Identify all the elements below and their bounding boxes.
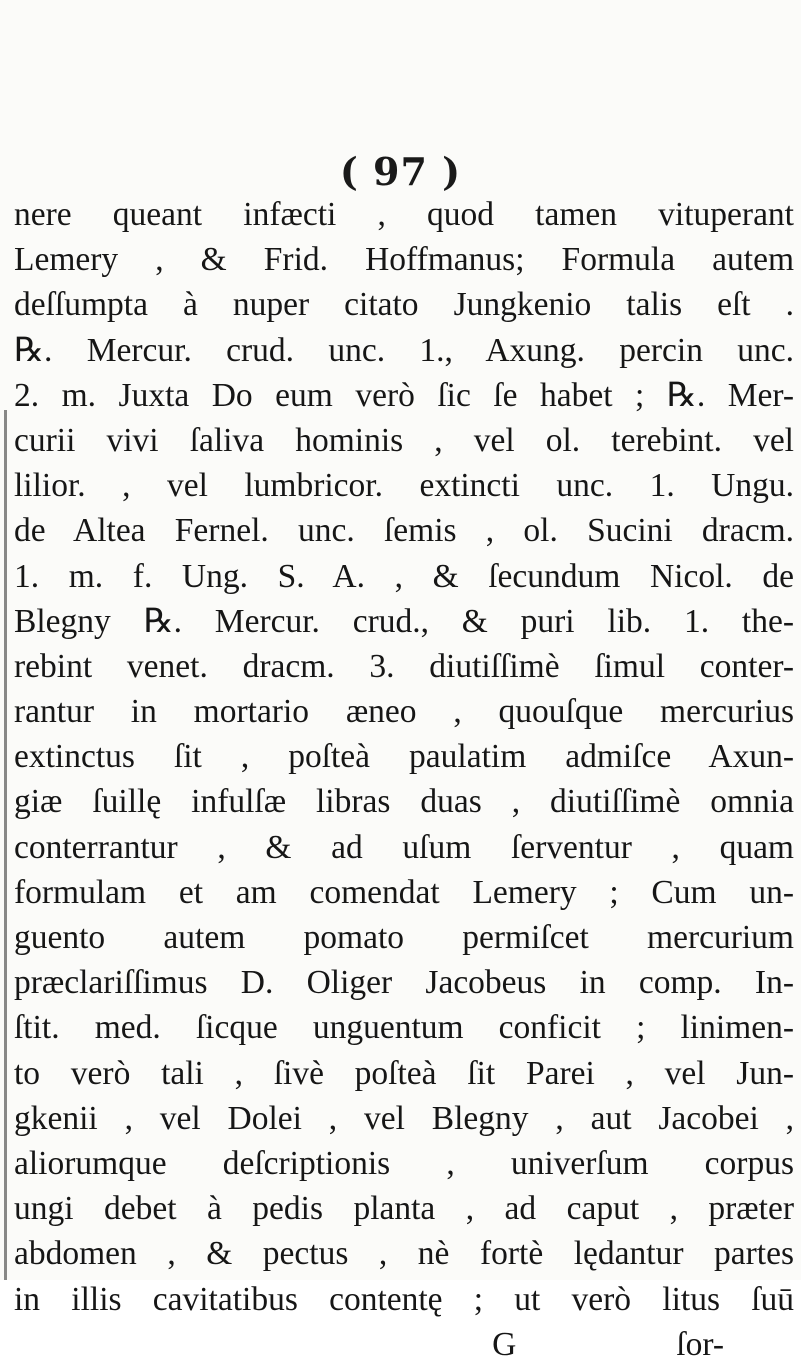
text-line: gkenii , vel Dolei , vel Blegny , aut Jacobei , <box>14 1099 794 1137</box>
text-line: ſtit. med. ſicque unguentum conficit ; linimen- <box>14 1009 794 1047</box>
text-line: formulam et am comendat Lemery ; Cum un- <box>14 873 794 911</box>
text-line: rebint venet. dracm. 3. diutiſſimè ſimul conter- <box>14 647 794 685</box>
text-line: to verò tali , ſivè poſteà ſit Parei , vel Jun- <box>14 1054 794 1092</box>
text-line: 2. m. Juxta Do eum verò ſic ſe habet ; ℞. Mer- <box>14 376 794 414</box>
footer-line <box>14 1322 794 1367</box>
text-line: conterrantur , & ad uſum ſerventur , quam <box>14 828 794 866</box>
text-line: rantur in mortario æneo , quouſque mercurius <box>14 693 794 731</box>
text-line: 1. m. f. Ung. S. A. , & ſecundum Nicol. de <box>14 557 794 595</box>
text-line: curii vivi ſaliva hominis , vel ol. terebint. vel <box>14 421 794 459</box>
text-line: nere queant infæcti , quod tamen vituperant <box>14 196 794 233</box>
text-line: Lemery , & Frid. Hoffmanus; Formula autem <box>14 241 794 279</box>
page-number: ( 97 ) <box>339 149 462 194</box>
text-line: de Altea Fernel. unc. ſemis , ol. Sucini dracm. <box>14 512 794 550</box>
binding-shadow <box>4 410 7 1280</box>
signature-mark: G <box>492 1325 517 1363</box>
text-line: abdomen , & pectus , nè fortè lędantur partes <box>14 1235 794 1273</box>
text-line: guento autem pomato permiſcet mercurium <box>14 919 794 956</box>
catchword: ſor- <box>676 1325 724 1363</box>
body-text <box>14 192 794 1367</box>
text-line: præclariſſimus D. Oliger Jacobeus in comp. In- <box>14 964 794 1002</box>
text-line: extinctus ſit , poſteà paulatim admiſce Axun- <box>14 738 794 776</box>
text-line: ℞. Mercur. crud. unc. 1., Axung. percin unc. <box>14 331 794 369</box>
text-line: lilior. , vel lumbricor. extincti unc. 1. Ungu. <box>14 467 794 505</box>
text-line: aliorumque deſcriptionis , univerſum corpus <box>14 1144 794 1182</box>
text-line: in illis cavitatibus contentę ; ut verò litus ſuū <box>14 1280 794 1318</box>
text-line: giæ ſuillę infulſæ libras duas , diutiſſimè omnia <box>14 783 794 821</box>
text-line: ungi debet à pedis planta , ad caput , præter <box>14 1190 794 1228</box>
text-line: deſſumpta à nuper citato Jungkenio talis eſt . <box>14 286 794 324</box>
text-line: Blegny ℞. Mercur. crud., & puri lib. 1. the- <box>14 602 794 640</box>
